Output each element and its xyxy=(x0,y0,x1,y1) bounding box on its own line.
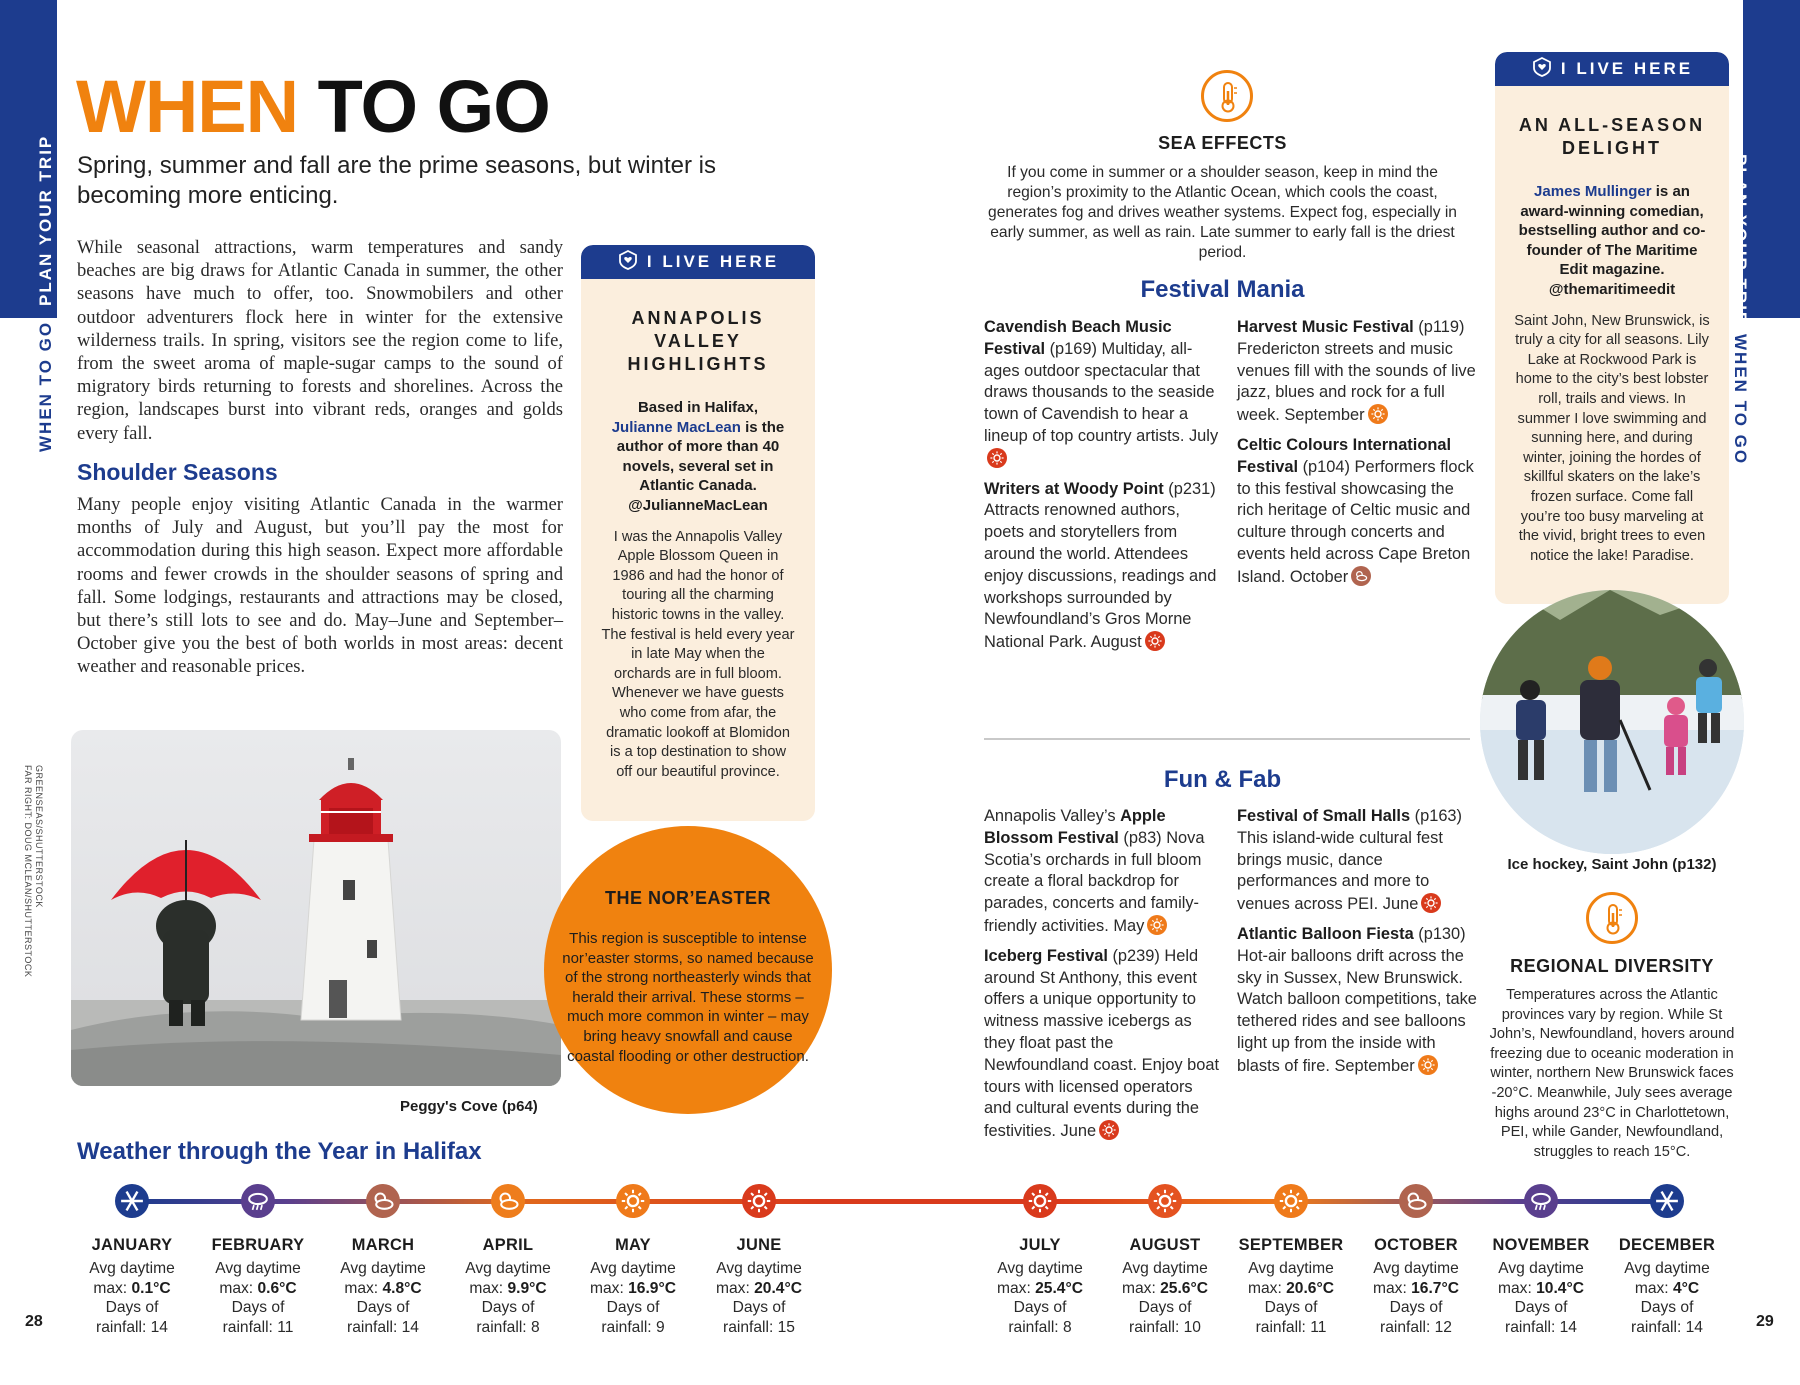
festival-entry xyxy=(1237,924,1477,1078)
rain-label: rainfall: xyxy=(476,1318,531,1336)
max-temp: 10.4°C xyxy=(1536,1279,1584,1297)
rain-days: 15 xyxy=(777,1318,795,1336)
max-temp: 20.6°C xyxy=(1286,1279,1334,1297)
month-stats xyxy=(193,1259,323,1337)
thermometer-icon xyxy=(1586,892,1638,944)
rain-days: 14 xyxy=(150,1318,168,1336)
lighthouse-photo xyxy=(71,730,561,1086)
bio-post: is the author of more than 40 novels, several set in Atlantic Canada. @JulianneMacLean xyxy=(616,418,785,514)
festival-entry xyxy=(984,479,1222,654)
noreaster-title: THE NOR’EASTER xyxy=(604,888,771,908)
snowflake-icon xyxy=(1650,1184,1684,1218)
max-label: max: xyxy=(344,1279,383,1297)
hockey-photo xyxy=(1480,590,1744,854)
cloud-sun-icon xyxy=(366,1184,400,1218)
sun-icon xyxy=(1274,1184,1308,1218)
month-name: MAY xyxy=(615,1236,651,1254)
rain-days: 12 xyxy=(1434,1318,1452,1336)
festival-name: Apple Blossom Festival xyxy=(984,807,1166,847)
avg-label: Avg daytime xyxy=(716,1260,802,1277)
avg-label: Avg daytime xyxy=(89,1260,175,1277)
rain-days: 14 xyxy=(1685,1318,1703,1336)
thermometer-icon xyxy=(1201,70,1253,122)
max-label: max: xyxy=(1122,1279,1161,1297)
avg-label: Avg daytime xyxy=(340,1260,426,1277)
lighthouse-photo-caption: Peggy's Cove (p64) xyxy=(400,1098,538,1115)
max-temp: 4°C xyxy=(1672,1279,1700,1297)
month-august xyxy=(1100,1184,1230,1337)
rain-days: 14 xyxy=(401,1318,419,1336)
photo-credit xyxy=(22,765,44,977)
avg-label: Avg daytime xyxy=(590,1260,676,1277)
days-label: Days of xyxy=(606,1299,660,1317)
rain-label: rainfall: xyxy=(347,1318,402,1336)
festival-page-ref: (p104) xyxy=(1298,457,1355,476)
hot-sun-icon xyxy=(1023,1184,1057,1218)
fun-fab-heading: Fun & Fab xyxy=(1163,766,1282,793)
month-name: OCTOBER xyxy=(1374,1236,1458,1254)
max-label: max: xyxy=(1248,1279,1287,1297)
rain-label: rainfall: xyxy=(723,1318,778,1336)
rain-days: 14 xyxy=(1559,1318,1577,1336)
max-temp: 20.4°C xyxy=(754,1279,802,1297)
rain-days: 10 xyxy=(1183,1318,1201,1336)
festival-page-ref: (p239) xyxy=(1107,946,1165,965)
festival-page-ref: (p169) xyxy=(1045,339,1102,358)
days-label: Days of xyxy=(732,1299,786,1317)
fun-fab-column-1 xyxy=(984,806,1222,1151)
fun-fab-column-2 xyxy=(1237,806,1477,1086)
cloud-sun-icon xyxy=(1399,1184,1433,1218)
pin-heart-icon xyxy=(1531,56,1553,83)
rain-label: rainfall: xyxy=(1631,1318,1686,1336)
festival-entry xyxy=(984,946,1222,1143)
max-label: max: xyxy=(716,1279,755,1297)
rain-days: 9 xyxy=(655,1318,665,1336)
days-label: Days of xyxy=(1514,1299,1568,1317)
month-name: SEPTEMBER xyxy=(1238,1236,1344,1254)
rain-cloud-icon xyxy=(241,1184,275,1218)
month-name: APRIL xyxy=(482,1236,534,1254)
section-label-right: WHEN TO GO xyxy=(1731,334,1750,466)
festival-page-ref: (p231) xyxy=(1163,479,1216,498)
month-name: JANUARY xyxy=(91,1236,173,1254)
max-label: max: xyxy=(219,1279,258,1297)
month-stats xyxy=(1602,1259,1732,1337)
max-temp: 25.6°C xyxy=(1160,1279,1208,1297)
page-number-right: 29 xyxy=(1756,1313,1774,1330)
month-stats xyxy=(67,1259,197,1337)
festival-entry xyxy=(984,317,1222,471)
month-name: AUGUST xyxy=(1129,1236,1201,1254)
hot-sun-icon xyxy=(1421,893,1441,913)
festival-name: Writers at Woody Point xyxy=(984,479,1164,498)
month-stats xyxy=(568,1259,698,1337)
festival-entry xyxy=(984,806,1222,938)
rain-label: rainfall: xyxy=(1255,1318,1311,1336)
month-november xyxy=(1476,1184,1606,1337)
cloud-sun-icon xyxy=(1351,566,1371,586)
festival-column-1 xyxy=(984,317,1222,662)
ilive-annapolis-bio xyxy=(601,398,795,516)
days-label: Days of xyxy=(1138,1299,1192,1317)
festival-prefix: Annapolis Valley’s xyxy=(984,807,1121,825)
festival-name: Cavendish Beach Music Festival xyxy=(984,318,1172,358)
avg-label: Avg daytime xyxy=(1248,1260,1334,1277)
avg-label: Avg daytime xyxy=(997,1260,1083,1277)
ilive-saint-john-title: AN ALL-SEASON DELIGHT xyxy=(1518,115,1706,158)
days-label: Days of xyxy=(1264,1299,1318,1317)
month-march xyxy=(318,1184,448,1337)
festival-name: Iceberg Festival xyxy=(984,946,1108,965)
author-name: James Mullinger xyxy=(1534,183,1652,200)
max-label: max: xyxy=(997,1279,1036,1297)
max-label: max: xyxy=(590,1279,629,1297)
page-title-word-1: WHEN xyxy=(76,65,299,148)
max-temp: 4.8°C xyxy=(382,1279,422,1297)
sun-icon xyxy=(1368,404,1388,424)
festival-description: Held around St Anthony, this event offers a unique opportunity to witness massive icebergs as they float past the Newfoundland coast. Enjoy boat tours with licensed operators and cultural events during the festivities. June xyxy=(984,946,1220,1141)
month-stats xyxy=(318,1259,448,1337)
page-number-left: 28 xyxy=(25,1313,43,1330)
rain-days: 11 xyxy=(277,1318,294,1336)
ilive-annapolis-text: I was the Annapolis Valley Apple Blossom Queen in 1986 and had the honor of touring all the charming historic towns in the valley. The festival is held every year in late May when the orchards are in full bloom. Whenever we have guests who come from afar, the dramatic lookoff at Blomidon is a top destination to show off our beautiful province. xyxy=(601,528,795,780)
rain-days: 8 xyxy=(1062,1318,1072,1336)
month-name: NOVEMBER xyxy=(1492,1236,1590,1254)
festival-name: Celtic Colours International Festival xyxy=(1237,435,1452,476)
weather-heading: Weather through the Year in Halifax xyxy=(77,1138,482,1165)
days-label: Days of xyxy=(1640,1299,1694,1317)
festival-entry xyxy=(1237,806,1477,916)
body-paragraph-1: While seasonal attractions, warm temperatures and sandy beaches are big draws for Atlantic Canada in summer, the other seasons have much to offer, too. Snowmobilers and other outdoor adventurers flock here in winter for the extensive wilderness trails. In spring, visitors see the region come to life, from the sweet aroma of maple-sugar camps to the sound of migratory birds returning to forests and shorelines. Across the region, landscapes burst into vibrant reds, oranges and golds every fall. xyxy=(77,237,563,444)
sea-effects-title: SEA EFFECTS xyxy=(1158,133,1287,153)
festival-name: Harvest Music Festival xyxy=(1237,318,1414,336)
festival-page-ref: (p83) xyxy=(1118,828,1167,847)
festival-description: Multiday, all-ages outdoor spectacular that draws thousands to the seaside town of Cavendish to hear a lineup of top country artists. July xyxy=(984,339,1219,445)
hot-sun-icon xyxy=(987,448,1007,468)
avg-label: Avg daytime xyxy=(465,1260,551,1277)
festival-description: Fredericton streets and music venues fill with the sounds of live jazz, blues and rock for a full week. September xyxy=(1237,339,1476,425)
month-december xyxy=(1602,1184,1732,1337)
month-september xyxy=(1226,1184,1356,1337)
hot-sun-icon xyxy=(1145,631,1165,651)
festival-description: Attracts renowned authors, poets and storytellers from around the world. Attendees enjoy discussions, readings and workshops surrounded by Newfoundland’s Gros Morne National Park. August xyxy=(984,501,1217,652)
max-temp: 0.6°C xyxy=(257,1279,297,1297)
noreaster-text: This region is susceptible to intense nor’easter storms, so named because of the strong northeasterly winds that herald their arrival. These storms – much more common in winter – may bring heavy snowfall and cause coastal flooding or other destruction. xyxy=(562,930,814,1065)
max-label: max: xyxy=(469,1279,508,1297)
rain-label: rainfall: xyxy=(222,1318,278,1336)
side-tab-label-right: PLAN YOUR TRIP xyxy=(1731,154,1750,326)
bio-pre: Based in Halifax, xyxy=(637,399,759,416)
festival-description: Hot-air balloons drift across the sky in Sussex, New Brunswick. Watch balloon competitions, take tethered rides and see balloons light up from the inside with blasts of fire. September xyxy=(1237,946,1477,1075)
ilive-here-label: I LIVE HERE xyxy=(1560,59,1694,78)
festival-column-2 xyxy=(1237,317,1477,597)
shoulder-seasons-text: Many people enjoy visiting Atlantic Canada in the warmer months of July and August, but you’ll pay the most for accommodation during this high season. Expect more affordable rooms and fewer crowds in the shoulder seasons of spring and fall. Some lodgings, restaurants and attractions may be closed, but there’s still lots to see and do. May–June and September–October give you the best of both worlds in most areas: decent weather and reasonable prices. xyxy=(77,494,563,678)
rain-days: 8 xyxy=(530,1318,540,1336)
rain-label: rainfall: xyxy=(601,1318,656,1336)
ilive-here-box-annapolis xyxy=(581,245,815,821)
month-stats xyxy=(1100,1259,1230,1337)
festival-page-ref: (p130) xyxy=(1413,924,1466,943)
days-label: Days of xyxy=(1389,1299,1443,1317)
pin-heart-icon xyxy=(617,249,639,276)
ilive-here-header xyxy=(581,245,815,279)
max-temp: 9.9°C xyxy=(507,1279,547,1297)
ilive-here-label: I LIVE HERE xyxy=(646,252,780,271)
festival-description: This island-wide cultural fest brings music, dance performances and more to venues across PEI. June xyxy=(1237,828,1443,914)
snowflake-icon xyxy=(115,1184,149,1218)
ilive-here-header xyxy=(1495,52,1729,86)
month-july xyxy=(975,1184,1105,1337)
author-name: Julianne MacLean xyxy=(611,418,741,436)
max-label: max: xyxy=(1634,1279,1673,1297)
hot-sun-icon xyxy=(1099,1120,1119,1140)
rain-cloud-icon xyxy=(1524,1184,1558,1218)
ilive-annapolis-title: ANNAPOLIS VALLEY HIGHLIGHTS xyxy=(627,308,769,374)
month-stats xyxy=(1476,1259,1606,1337)
noreaster-callout xyxy=(544,826,832,1114)
regional-diversity-title: REGIONAL DIVERSITY xyxy=(1510,956,1714,976)
rain-label: rainfall: xyxy=(96,1318,151,1336)
month-may xyxy=(568,1184,698,1337)
month-april xyxy=(443,1184,573,1337)
ilive-here-box-saint-john xyxy=(1495,52,1729,604)
days-label: Days of xyxy=(231,1299,285,1317)
sun-icon xyxy=(616,1184,650,1218)
photo-credit-text: GREENSEAS/SHUTTERSTOCK FAR RIGHT: DOUG MCLEAN/SHUTTERSTOCK xyxy=(23,765,44,978)
rain-days: 11 xyxy=(1310,1318,1327,1336)
month-name: MARCH xyxy=(351,1236,415,1254)
shoulder-seasons-heading: Shoulder Seasons xyxy=(77,459,278,485)
month-stats xyxy=(1226,1259,1356,1337)
rain-label: rainfall: xyxy=(1008,1318,1063,1336)
side-tab-label-left: PLAN YOUR TRIP xyxy=(36,134,55,306)
sun-icon xyxy=(1147,915,1167,935)
festival-name: Festival of Small Halls xyxy=(1237,807,1411,825)
month-stats xyxy=(1351,1259,1481,1337)
month-stats xyxy=(443,1259,573,1337)
festival-mania-heading: Festival Mania xyxy=(1140,276,1305,303)
sea-effects-text: If you come in summer or a shoulder season, keep in mind the region’s proximity to the Atlantic Ocean, which cools the coast, generates fog and drives weather systems. Expect fog, especially in early summer, as well as rain. Late summer to early fall is the driest period. xyxy=(988,164,1457,261)
max-temp: 16.7°C xyxy=(1411,1279,1459,1297)
section-divider xyxy=(984,738,1470,740)
side-tab-right xyxy=(1743,0,1800,318)
month-name: JULY xyxy=(1019,1236,1061,1254)
festival-entry xyxy=(1237,317,1477,427)
month-name: JUNE xyxy=(736,1236,782,1254)
month-february xyxy=(193,1184,323,1337)
festival-name: Atlantic Balloon Fiesta xyxy=(1237,924,1414,943)
rain-label: rainfall: xyxy=(1129,1318,1184,1336)
month-october xyxy=(1351,1184,1481,1337)
max-temp: 16.9°C xyxy=(628,1279,676,1297)
hot-sun-icon xyxy=(742,1184,776,1218)
month-january xyxy=(67,1184,197,1337)
rain-label: rainfall: xyxy=(1380,1318,1435,1336)
hockey-photo-caption: Ice hockey, Saint John (p132) xyxy=(1507,856,1717,873)
avg-label: Avg daytime xyxy=(1498,1260,1584,1277)
max-label: max: xyxy=(1373,1279,1412,1297)
sun-icon xyxy=(1418,1055,1438,1075)
days-label: Days of xyxy=(105,1299,159,1317)
festival-page-ref: (p119) xyxy=(1413,318,1465,336)
ilive-saint-john-text: Saint John, New Brunswick, is truly a city for all seasons. Lily Lake at Rockwood Park is home to the city’s best lobster roll, trails and views. In summer I love swimming and sunning here, and during winter, joining the hordes of skillful skaters on the lake’s frozen surface. Come fall you’re too busy marveling at the vivid, bright trees to even notice the lake! Paradise. xyxy=(1514,312,1710,564)
avg-label: Avg daytime xyxy=(1624,1260,1710,1277)
section-label-left: WHEN TO GO xyxy=(36,320,55,452)
page-title xyxy=(76,65,550,148)
month-name: DECEMBER xyxy=(1618,1236,1716,1254)
regional-diversity-text: Temperatures across the Atlantic provinces vary by region. While St John’s, Newfoundland, hovers around freezing due to oceanic moderation in winter, northern New Brunswick faces -20°C. Meanwhile, July sees average highs around 23°C in Charlottetown, PEI, while Gander, Newfoundland, struggles to reach 15°C. xyxy=(1489,987,1735,1160)
bio-post: is an award-winning comedian, bestselling author and co-founder of The Maritime Edit magazine. @themaritimeedit xyxy=(1518,183,1706,298)
month-june xyxy=(694,1184,824,1337)
festival-page-ref: (p163) xyxy=(1410,807,1463,825)
days-label: Days of xyxy=(481,1299,535,1317)
rain-label: rainfall: xyxy=(1505,1318,1560,1336)
month-stats xyxy=(975,1259,1105,1337)
month-stats xyxy=(694,1259,824,1337)
hot-sun-icon xyxy=(1148,1184,1182,1218)
page-title-word-2: TO GO xyxy=(317,65,550,148)
days-label: Days of xyxy=(356,1299,410,1317)
festival-entry xyxy=(1237,435,1477,589)
max-label: max: xyxy=(1498,1279,1537,1297)
max-temp: 0.1°C xyxy=(131,1279,171,1297)
cloud-sun-icon xyxy=(491,1184,525,1218)
month-name: FEBRUARY xyxy=(211,1236,305,1254)
max-temp: 25.4°C xyxy=(1035,1279,1083,1297)
festival-description: Nova Scotia’s orchards in full bloom create a floral backdrop for parades, concerts and family-friendly activities. May xyxy=(984,828,1205,935)
festival-description: Performers flock to this festival showcasing the rich heritage of Celtic music and culture through concerts and events held across Cape Breton Island. October xyxy=(1237,457,1474,586)
avg-label: Avg daytime xyxy=(1373,1260,1459,1277)
avg-label: Avg daytime xyxy=(1122,1260,1208,1277)
max-label: max: xyxy=(93,1279,132,1297)
avg-label: Avg daytime xyxy=(215,1260,301,1277)
ilive-saint-john-bio xyxy=(1513,182,1711,300)
days-label: Days of xyxy=(1013,1299,1067,1317)
intro-text: Spring, summer and fall are the prime seasons, but winter is becoming more enticing. xyxy=(77,152,716,209)
